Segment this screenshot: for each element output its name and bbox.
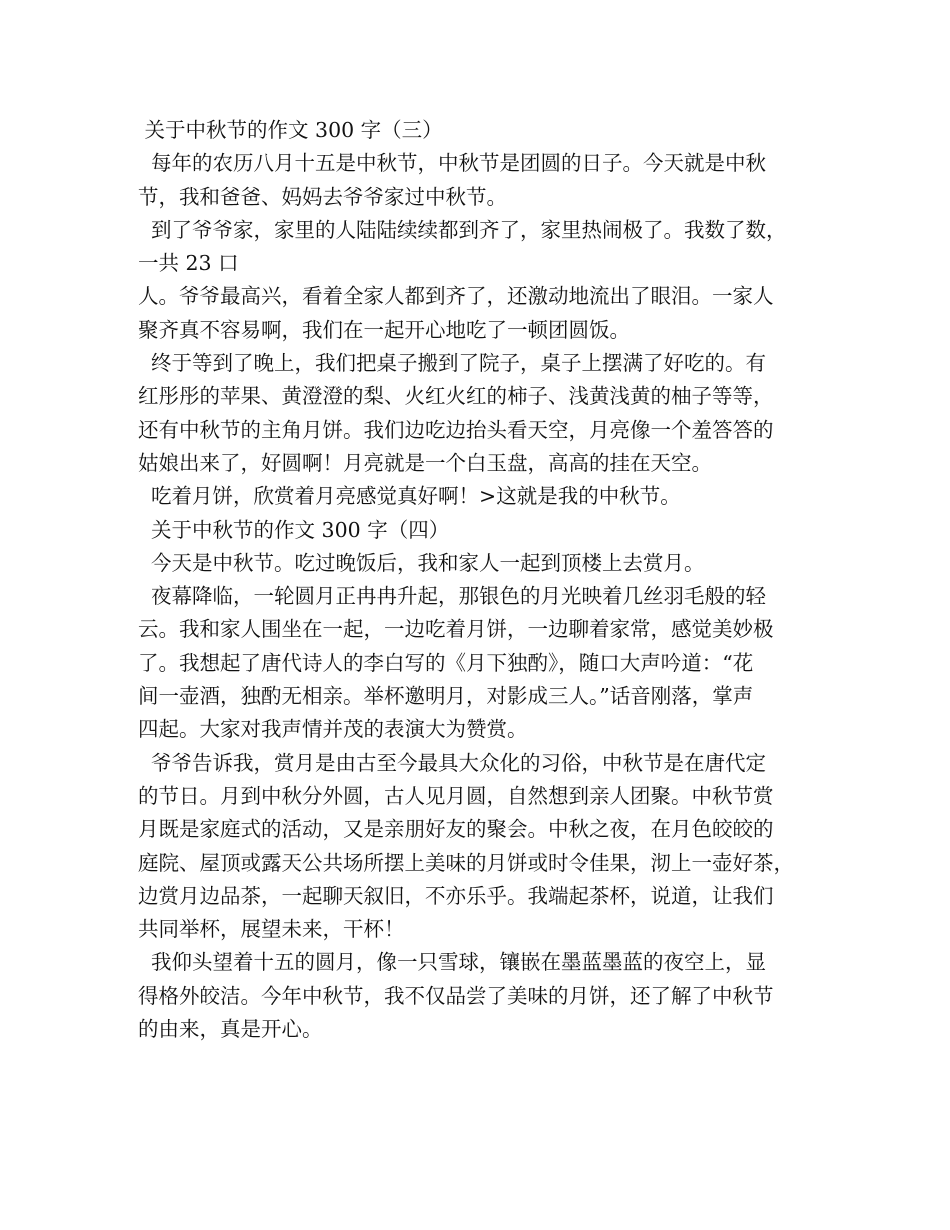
text-line: 我仰头望着十五的圆月，像一只雪球，镶嵌在墨蓝墨蓝的夜空上，显 [138, 950, 767, 975]
text-line: 今天是中秋节。吃过晚饭后，我和家人一起到顶楼上去赏月。 [138, 550, 705, 575]
text-line: 共同举杯，展望未来，干杯！ [138, 917, 405, 942]
text-line: 夜幕降临，一轮圆月正冉冉升起，那银色的月光映着几丝羽毛般的轻 [138, 584, 767, 609]
text-line: 还有中秋节的主角月饼。我们边吃边抬头看天空，月亮像一个羞答答的 [138, 417, 774, 442]
text-line: 一共 23 口 [138, 251, 239, 276]
text-line: 边赏月边品茶，一起聊天叙旧，不亦乐乎。我端起茶杯，说道，让我们 [138, 883, 774, 908]
text-line: 的节日。月到中秋分外圆，古人见月圆，自然想到亲人团聚。中秋节赏 [138, 783, 774, 808]
text-line: 爷爷告诉我，赏月是由古至今最具大众化的习俗，中秋节是在唐代定 [138, 750, 767, 775]
text-line: 节，我和爸爸、妈妈去爷爷家过中秋节。 [138, 184, 507, 209]
text-line: 的由来，真是开心。 [138, 1017, 323, 1042]
text-line: 云。我和家人围坐在一起，一边吃着月饼，一边聊着家常，感觉美妙极 [138, 617, 774, 642]
text-line: 红彤彤的苹果、黄澄澄的梨、火红火红的柿子、浅黄浅黄的柚子等等， [138, 384, 774, 409]
essay-heading-3: 关于中秋节的作文 300 字（三） [138, 118, 443, 142]
text-line: 每年的农历八月十五是中秋节，中秋节是团圆的日子。今天就是中秋 [138, 151, 767, 176]
text-line: 了。我想起了唐代诗人的李白写的《月下独酌》，随口大声吟道：“花 [138, 650, 754, 675]
text-line: 四起。大家对我声情并茂的表演大为赞赏。 [138, 717, 528, 742]
text-line: 终于等到了晚上，我们把桌子搬到了院子，桌子上摆满了好吃的。有 [138, 351, 767, 376]
text-line: 月既是家庭式的活动，又是亲朋好友的聚会。中秋之夜，在月色皎皎的 [138, 817, 774, 842]
text-line: 姑娘出来了，好圆啊！月亮就是一个白玉盘，高高的挂在天空。 [138, 450, 712, 475]
essay-heading-4: 关于中秋节的作文 300 字（四） [138, 517, 450, 542]
text-line: 到了爷爷家，家里的人陆陆续续都到齐了，家里热闹极了。我数了数， [138, 217, 787, 242]
document-body [138, 114, 818, 1046]
text-line: 吃着月饼，欣赏着月亮感觉真好啊！>这就是我的中秋节。 [138, 484, 681, 509]
text-line: 得格外皎洁。今年中秋节，我不仅品尝了美味的月饼，还了解了中秋节 [138, 983, 774, 1008]
text-line: 人。爷爷最高兴，看着全家人都到齐了，还激动地流出了眼泪。一家人 [138, 284, 774, 309]
text-line: 聚齐真不容易啊，我们在一起开心地吃了一顿团圆饭。 [138, 317, 630, 342]
text-line: 间一壶酒，独酌无相亲。举杯邀明月，对影成三人。”话音刚落，掌声 [138, 684, 754, 709]
text-line: 庭院、屋顶或露天公共场所摆上美味的月饼或时令佳果，沏上一壶好茶， [138, 850, 794, 875]
